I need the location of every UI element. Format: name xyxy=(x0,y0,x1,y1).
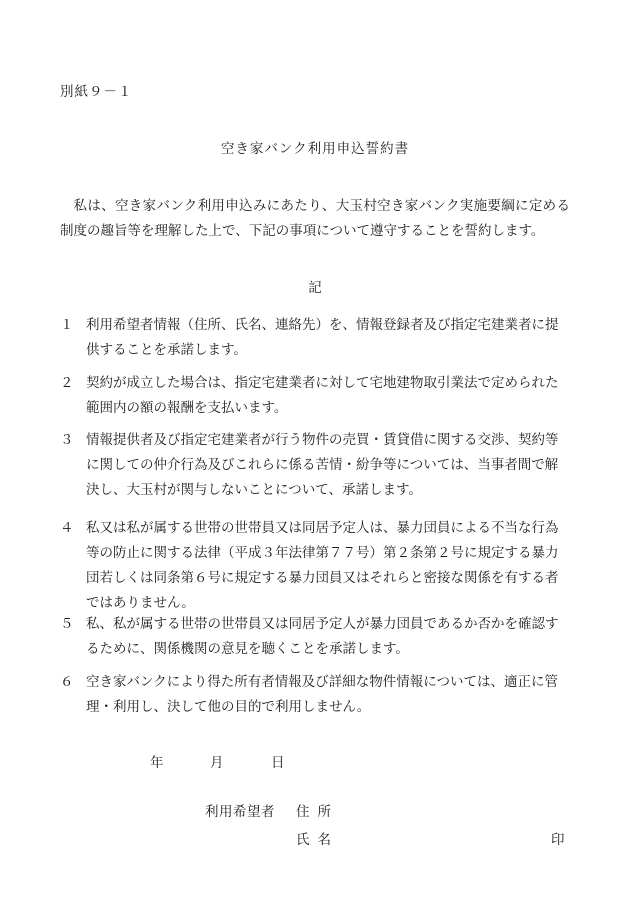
pledge-item-1 xyxy=(60,313,570,363)
pledge-item-4 xyxy=(60,516,570,616)
item-text: 利用希望者情報（住所、氏名、連絡先）を、情報登録者及び指定宅建業者に提供することを承諾します。 xyxy=(86,317,559,358)
item-number: ６ xyxy=(60,674,74,690)
item-number: １ xyxy=(60,317,74,333)
intro-paragraph: 私は、空き家バンク利用申込みにあたり、大玉村空き家バンク実施要綱に定める制度の趣旨等を理解した上で、下記の事項について遵守することを誓約します。 xyxy=(60,198,570,239)
seal-label: 印 xyxy=(551,832,565,848)
date-year-label: 年 xyxy=(150,755,164,771)
name-label: 氏名 xyxy=(296,832,339,848)
item-text: 契約が成立した場合は、指定宅建業者に対して宅地建物取引業法で定められた範囲内の額の報酬を支払います。 xyxy=(86,375,559,416)
date-line xyxy=(0,751,630,771)
item-text: 情報提供者及び指定宅建業者が行う物件の売買・賃貸借に関する交渉、契約等に関しての仲介行為及びこれらに係る苦情・紛争等については、当事者間で解決し、大玉村が関与しないことについて、承諾します。 xyxy=(86,432,559,498)
applicant-label: 利用希望者 xyxy=(205,804,275,820)
item-text: 私、私が属する世帯の世帯員又は同居予定人が暴力団員であるか否かを確認するために、関係機関の意見を聴くことを承諾します。 xyxy=(86,616,559,657)
item-number: ５ xyxy=(60,616,74,632)
pledge-item-3 xyxy=(60,428,570,503)
item-number: ４ xyxy=(60,520,74,536)
pledge-item-5 xyxy=(60,612,570,662)
date-day-label: 日 xyxy=(271,755,285,771)
item-number: ２ xyxy=(60,375,74,391)
item-number: ３ xyxy=(60,432,74,448)
item-text: 私又は私が属する世帯の世帯員又は同居予定人は、暴力団員による不当な行為等の防止に関する法律（平成３年法律第７７号）第２条第２号に規定する暴力団若しくは同条第６号に規定する暴力団員又はそれらと密接な関係を有する者ではありません。 xyxy=(86,520,559,611)
pledge-item-2 xyxy=(60,371,570,421)
pledge-item-6 xyxy=(60,670,570,720)
date-month-label: 月 xyxy=(210,755,224,771)
ki-heading: 記 xyxy=(308,280,322,296)
annex-label: 別紙９－１ xyxy=(60,84,133,100)
item-text: 空き家バンクにより得た所有者情報及び詳細な物件情報については、適正に管理・利用し、決して他の目的で利用しません。 xyxy=(86,674,558,715)
address-label: 住所 xyxy=(296,804,339,820)
document-title: 空き家バンク利用申込誓約書 xyxy=(220,141,410,157)
